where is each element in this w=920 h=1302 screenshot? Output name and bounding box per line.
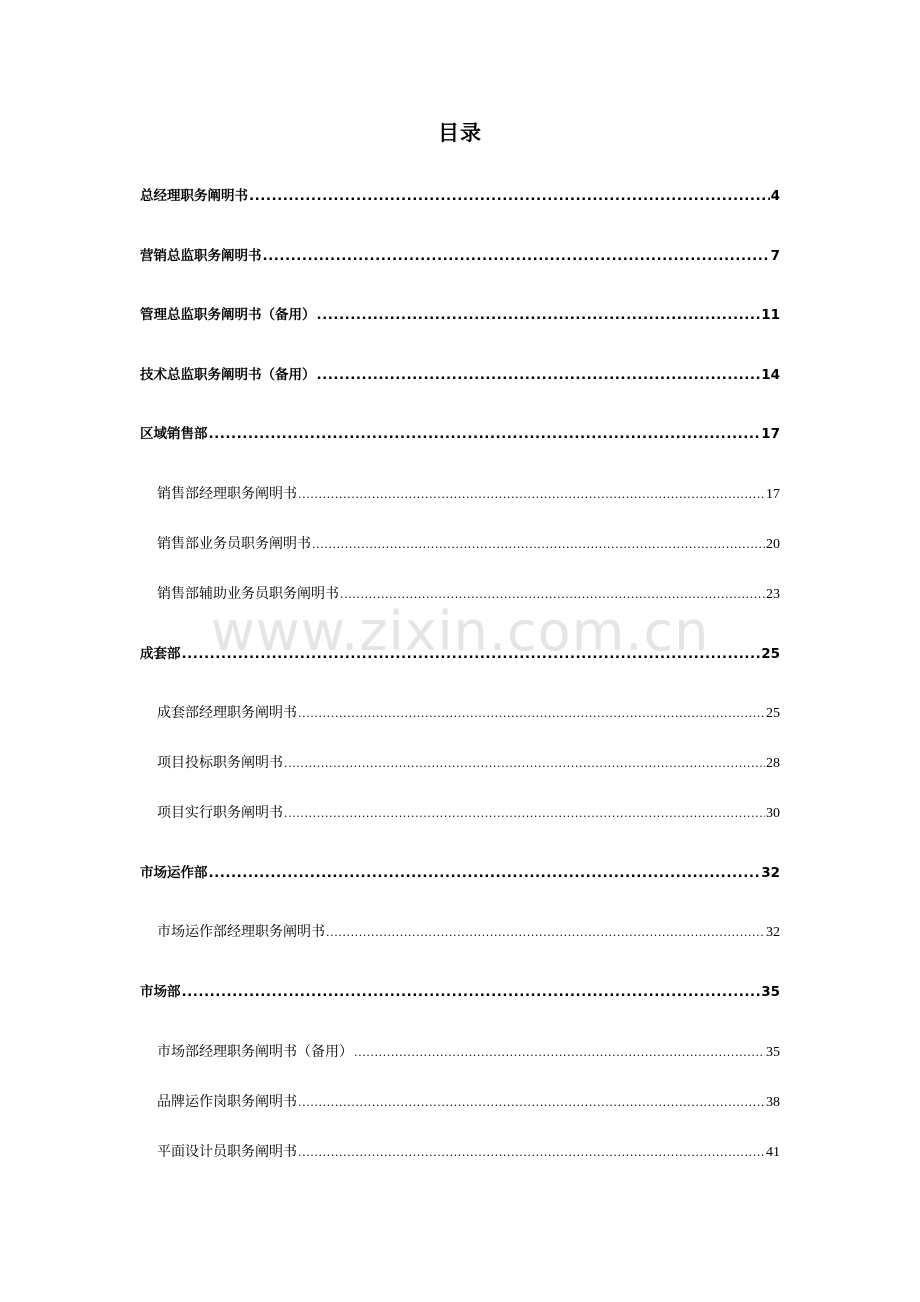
toc-entry-page: 38 [766,1095,780,1110]
toc-entry[interactable] [140,644,780,664]
watermark: www.zixin.com.cn [210,600,710,663]
toc-entry[interactable] [140,305,780,325]
toc-leader-dots [298,484,765,505]
toc-entry[interactable] [140,863,780,883]
toc-entry-label: 平面设计员职务阐明书 [157,1144,297,1160]
toc-entry[interactable] [157,703,780,723]
toc-entry[interactable] [157,484,780,504]
toc-leader-dots [298,1142,765,1163]
toc-entry-label: 销售部经理职务阐明书 [157,486,297,502]
toc-leader-dots [340,584,765,605]
toc-entry-label: 市场运作部经理职务阐明书 [157,924,325,940]
toc-entry[interactable] [157,753,780,773]
toc-entry[interactable] [157,803,780,823]
toc-leader-dots [209,863,761,883]
toc-entry-label: 区域销售部 [140,426,208,442]
toc-entry-label: 营销总监职务阐明书 [140,248,262,264]
toc-entry-label: 成套部经理职务阐明书 [157,705,297,721]
toc-entry-page: 25 [766,706,780,721]
toc-entry-label: 市场部经理职务阐明书（备用） [157,1044,353,1060]
toc-leader-dots [354,1042,765,1063]
toc-leader-dots [284,803,765,824]
toc-entry-page: 35 [766,1045,780,1060]
toc-entry-label: 项目投标职务阐明书 [157,755,283,771]
toc-entry[interactable] [157,584,780,604]
toc-entry-label: 总经理职务阐明书 [140,188,248,204]
toc-leader-dots [284,753,765,774]
toc-leader-dots [326,922,765,943]
toc-entry-page: 20 [766,537,780,552]
toc-entry-page: 32 [766,925,780,940]
toc-leader-dots [312,534,765,555]
toc-entry-page: 30 [766,806,780,821]
toc-entry-label: 品牌运作岗职务阐明书 [157,1094,297,1110]
toc-entry-page: 25 [761,646,780,662]
toc-entry-page: 35 [761,984,780,1000]
toc-leader-dots [298,1092,765,1113]
toc-entry-page: 41 [766,1145,780,1160]
toc-entry-label: 管理总监职务阐明书（备用） [140,307,316,323]
toc-entry[interactable] [157,1142,780,1162]
toc-leader-dots [182,644,761,664]
toc-entry-page: 28 [766,756,780,771]
toc-entry[interactable] [140,246,780,266]
toc-entry-page: 11 [761,307,780,323]
toc-leader-dots [317,305,761,325]
toc-entry-label: 市场部 [140,984,181,1000]
toc-entry[interactable] [140,982,780,1002]
toc-entry-page: 7 [770,248,780,264]
toc-entry-page: 32 [761,865,780,881]
toc-entry[interactable] [140,424,780,444]
toc-entry-label: 销售部业务员职务阐明书 [157,536,311,552]
toc-entry-label: 项目实行职务阐明书 [157,805,283,821]
toc-entry[interactable] [140,365,780,385]
toc-entry-page: 17 [766,487,780,502]
toc-entry[interactable] [140,186,780,206]
page-title: 目录 [438,121,482,145]
toc-entry[interactable] [157,1092,780,1112]
toc-entry-page: 4 [770,188,780,204]
toc-entry-label: 销售部辅助业务员职务阐明书 [157,586,339,602]
toc-entry-label: 成套部 [140,646,181,662]
toc-leader-dots [263,246,770,266]
toc-entry-label: 技术总监职务阐明书（备用） [140,367,316,383]
toc-leader-dots [298,703,765,724]
toc-leader-dots [209,424,761,444]
toc-leader-dots [182,982,761,1002]
toc-leader-dots [317,365,761,385]
toc-entry-page: 23 [766,587,780,602]
toc-entry-label: 市场运作部 [140,865,208,881]
toc-leader-dots [249,186,770,206]
toc-entry[interactable] [157,534,780,554]
toc-entry[interactable] [157,1042,780,1062]
toc-entry-page: 14 [761,367,780,383]
toc-entry[interactable] [157,922,780,942]
toc-entry-page: 17 [761,426,780,442]
